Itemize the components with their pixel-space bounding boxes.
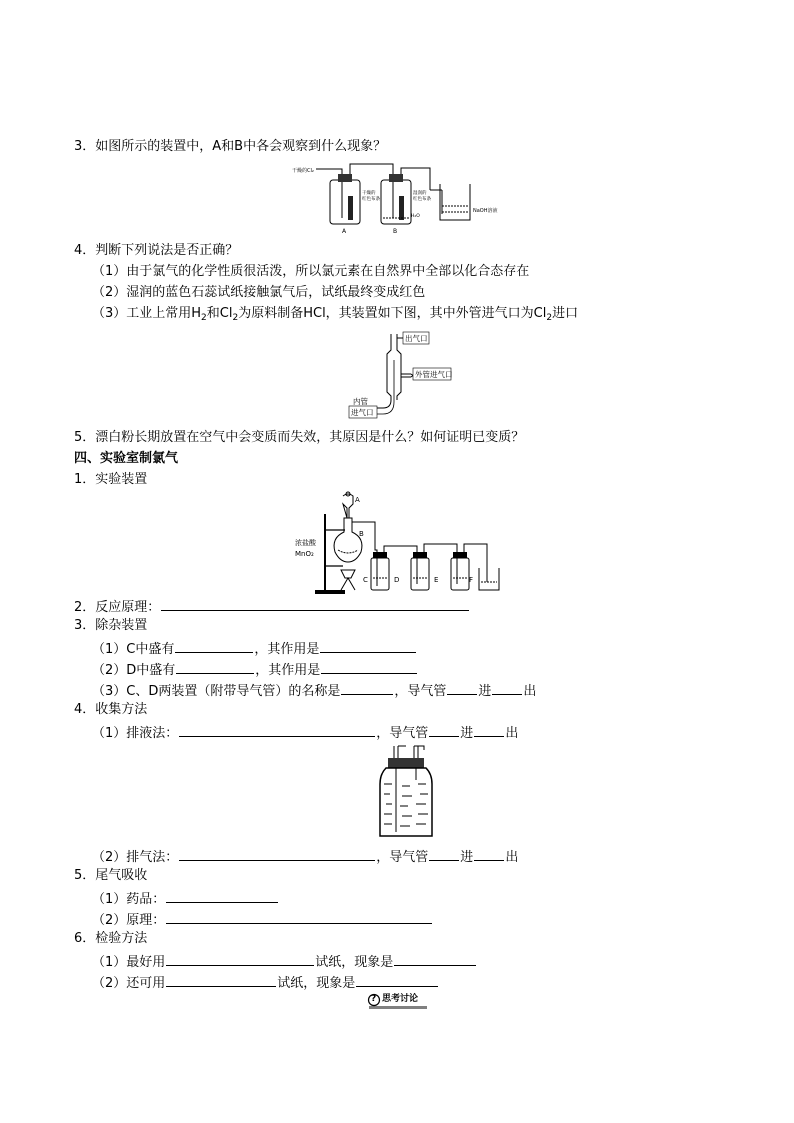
gas-collection-bottle-figure (376, 744, 436, 840)
chlorine-preparation-apparatus-figure (293, 490, 508, 598)
s6-1-blank-1[interactable] (166, 951, 314, 966)
s4-1a: （1）排液法： (92, 726, 179, 741)
q4-item3-pre: （3）工业上常用H (92, 306, 202, 321)
s6-label: 6．检验方法 (74, 931, 148, 946)
s4-1-blank-3[interactable] (474, 722, 504, 737)
s6-2a: （2）还可用 (92, 976, 166, 991)
q3-text: 3．如图所示的装置中，A和B中各会观察到什么现象？ (74, 139, 387, 154)
s4-1c: 进 (460, 726, 474, 741)
s3-2-blank-1[interactable] (176, 659, 254, 674)
wet-cloth-label-1: 湿润的 (413, 191, 427, 196)
s3-2b: ，其作用是 (255, 663, 321, 678)
s6-1b: 试纸，现象是 (315, 955, 394, 970)
s4-2-line (92, 846, 518, 867)
s4-2b: ，导气管 (376, 850, 429, 865)
label-f: F (469, 576, 474, 584)
s6-2b: 试纸，现象是 (277, 976, 356, 991)
s5-1-line (92, 888, 279, 909)
s4-2a: （2）排气法： (92, 850, 179, 865)
naoh-label: NaOH溶液 (473, 208, 498, 214)
inner-tube-label: 内管 (353, 397, 368, 406)
label-b: B (359, 530, 364, 538)
inner-inlet-label: 进气口 (351, 408, 374, 417)
s4-1-blank-1[interactable] (179, 722, 375, 737)
s2-label: 2．反应原理： (74, 600, 161, 615)
s4-1d: 出 (505, 726, 519, 741)
mno2-label: MnO₂ (295, 550, 314, 558)
dry-cl2-label: 干燥的Cl₂ (292, 168, 314, 174)
s1-label: 1．实验装置 (74, 472, 148, 487)
q4-text: 4．判断下列说法是否正确？ (74, 243, 239, 258)
s3-3a: （3）C、D两装置（附带导气管）的名称是 (92, 684, 341, 699)
s4-1-line (92, 722, 518, 743)
s4-2-blank-3[interactable] (474, 846, 504, 861)
q4-item3: （3）工业上常用$H_2$和$Cl_2$为原料制备HCl，其装置如下图，其中外管进气口为$Cl_2$进口 (92, 306, 579, 323)
s6-2-line (92, 972, 439, 993)
section-title: 四、实验室制氯气 (74, 451, 179, 466)
s3-1-line (92, 638, 417, 659)
s4-2-blank-1[interactable] (179, 846, 375, 861)
label-e: E (434, 576, 439, 584)
conc-hcl-label: 浓盐酸 (295, 539, 316, 547)
wet-cloth-label-2: 红色布条 (413, 197, 431, 202)
dry-cloth-label-1: 干燥的 (362, 191, 376, 196)
s5-1-blank[interactable] (166, 888, 278, 903)
s3-label: 3．除杂装置 (74, 618, 148, 633)
s5-2-line (92, 909, 433, 930)
s6-1-blank-2[interactable] (394, 951, 476, 966)
s3-2a: （2）D中盛有 (92, 663, 176, 678)
s2-blank[interactable] (161, 596, 469, 611)
label-d: D (394, 576, 400, 584)
s3-1a: （1）C中盛有 (92, 642, 175, 657)
s4-2c: 进 (460, 850, 474, 865)
hcl-burner-figure (345, 330, 455, 420)
s5-label: 5．尾气吸收 (74, 868, 148, 883)
s4-label: 4．收集方法 (74, 702, 148, 717)
s4-1b: ，导气管 (376, 726, 429, 741)
s3-3-line (92, 680, 536, 701)
s3-2-blank-2[interactable] (321, 659, 417, 674)
s5-2-blank[interactable] (166, 909, 432, 924)
water-label: H₂O (411, 214, 420, 219)
s6-2-blank-2[interactable] (356, 972, 438, 987)
s4-2-blank-2[interactable] (429, 846, 459, 861)
s3-3-blank-3[interactable] (492, 680, 522, 695)
q4-item2: （2）湿润的蓝色石蕊试纸接触氯气后，试纸最终变成红色 (92, 285, 426, 300)
s6-1-line (92, 951, 477, 972)
s5-2: （2）原理： (92, 913, 166, 928)
s3-3c: 进 (478, 684, 492, 699)
q4-item3-mid1: 和Cl (206, 306, 233, 321)
s3-1b: ，其作用是 (254, 642, 320, 657)
s5-1: （1）药品： (92, 892, 166, 907)
question-icon: ? (371, 994, 377, 1004)
discussion-label: 思考讨论 (382, 994, 419, 1004)
s3-1-blank-1[interactable] (175, 638, 253, 653)
s6-2-blank-1[interactable] (166, 972, 276, 987)
s6-1a: （1）最好用 (92, 955, 166, 970)
label-a: A (355, 496, 360, 504)
chlorine-bleach-apparatus-figure (290, 160, 510, 236)
s3-3d: 出 (523, 684, 537, 699)
s3-3-blank-1[interactable] (341, 680, 393, 695)
s3-1-blank-2[interactable] (320, 638, 416, 653)
q4-item1: （1）由于氯气的化学性质很活泼，所以氯元素在自然界中全部以化合态存在 (92, 264, 530, 279)
dry-cloth-label-2: 红色布条 (362, 197, 380, 202)
s2-line (74, 596, 470, 617)
q4-item3-post: 进口 (552, 306, 579, 321)
bottle-a-label: A (342, 228, 347, 235)
s3-3-blank-2[interactable] (447, 680, 477, 695)
q5-text: 5．漂白粉长期放置在空气中会变质而失效，其原因是什么？如何证明已变质？ (74, 430, 525, 445)
s4-2d: 出 (505, 850, 519, 865)
s3-2-line (92, 659, 418, 680)
outer-inlet-label: 外管进气口 (415, 370, 453, 379)
label-c: C (363, 576, 368, 584)
q4-item3-mid2: 为原料制备HCl，其装置如下图，其中外管进气口为Cl (238, 306, 547, 321)
bottle-b-label: B (393, 228, 398, 235)
outlet-label: 出气口 (405, 334, 428, 343)
s4-1-blank-2[interactable] (429, 722, 459, 737)
s3-3b: ，导气管 (394, 684, 447, 699)
